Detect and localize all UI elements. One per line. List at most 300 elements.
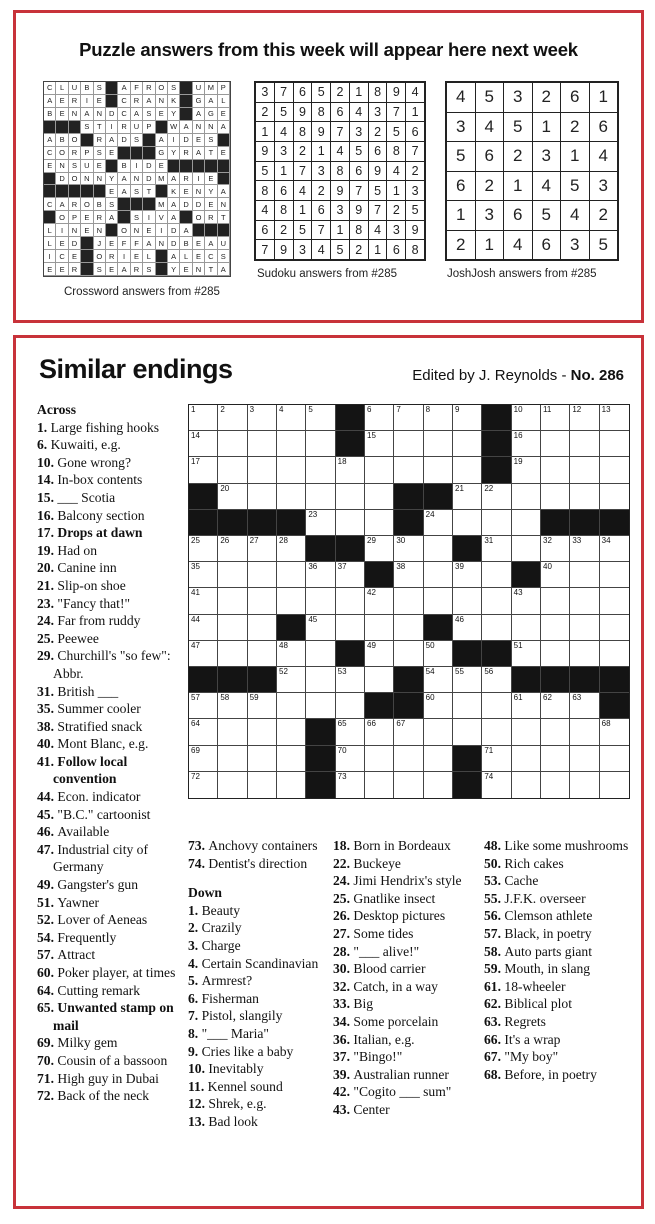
grid-cell[interactable]	[482, 588, 511, 614]
clue-number: 15.	[37, 489, 58, 505]
grid-cell[interactable]	[570, 431, 599, 457]
grid-cell[interactable]	[570, 536, 599, 562]
answer-cell: A	[168, 198, 180, 211]
clue-number: 67	[396, 719, 406, 729]
grid-cell[interactable]	[453, 615, 482, 641]
grid-cell[interactable]	[453, 405, 482, 431]
clue	[37, 630, 187, 648]
answer-cell: D	[118, 134, 130, 147]
clue	[37, 929, 187, 947]
answer-cell	[118, 198, 130, 211]
clue-number: 10.	[37, 454, 58, 470]
answer-cell: A	[193, 147, 205, 160]
grid-cell[interactable]	[600, 772, 629, 798]
clue-number: 38	[396, 562, 406, 572]
grid-cell[interactable]	[394, 588, 423, 614]
clue-text: "___ alive!"	[353, 943, 420, 959]
grid-cell[interactable]	[482, 562, 511, 588]
grid-cell[interactable]	[336, 457, 365, 483]
grid-cell[interactable]	[482, 772, 511, 798]
grid-cell[interactable]	[482, 484, 511, 510]
grid-cell[interactable]	[453, 719, 482, 745]
answer-cell: 1	[590, 83, 618, 112]
grid-cell[interactable]	[570, 562, 599, 588]
clue-number: 71.	[37, 1070, 58, 1086]
clue-number: 61	[513, 693, 523, 703]
grid-cell[interactable]	[365, 484, 394, 510]
grid-cell[interactable]	[512, 693, 541, 719]
grid-cell[interactable]	[600, 457, 629, 483]
grid-cell[interactable]	[306, 431, 335, 457]
answer-cell: 9	[294, 103, 312, 122]
grid-cell[interactable]	[424, 641, 453, 667]
grid-cell[interactable]	[189, 431, 218, 457]
grid-cell[interactable]	[453, 667, 482, 693]
grid-cell[interactable]	[336, 510, 365, 536]
grid-cell[interactable]	[394, 431, 423, 457]
grid-cell[interactable]	[541, 693, 570, 719]
grid-cell[interactable]	[277, 405, 306, 431]
grid-cell[interactable]	[189, 562, 218, 588]
grid-cell[interactable]	[365, 588, 394, 614]
answer-cell: 3	[294, 240, 312, 259]
clue-text: Like some mushrooms	[504, 838, 629, 853]
answer-cell: 9	[275, 240, 293, 259]
answer-cell: U	[193, 82, 205, 95]
grid-cell[interactable]	[512, 641, 541, 667]
answer-cell: 1	[331, 221, 349, 240]
clue-number: 10.	[188, 1061, 209, 1077]
grid-cell[interactable]	[394, 746, 423, 772]
grid-cell[interactable]	[424, 719, 453, 745]
grid-cell[interactable]	[365, 431, 394, 457]
grid-cell[interactable]	[394, 457, 423, 483]
black-square	[600, 510, 629, 536]
answer-cell: Y	[168, 263, 180, 276]
grid-cell[interactable]	[306, 588, 335, 614]
answer-cell: 5	[533, 201, 561, 230]
grid-cell[interactable]	[248, 719, 277, 745]
clue-number: 18	[337, 457, 347, 467]
grid-cell[interactable]	[365, 719, 394, 745]
answer-cell: R	[118, 121, 130, 134]
answer-cell: E	[218, 108, 230, 121]
crossword-caption: Crossword answers from #285	[64, 286, 220, 298]
answer-cell: S	[106, 198, 118, 211]
grid-cell[interactable]	[365, 457, 394, 483]
clue	[37, 999, 187, 1034]
grid-cell[interactable]	[306, 484, 335, 510]
grid-cell[interactable]	[189, 405, 218, 431]
clue	[37, 1070, 187, 1088]
grid-cell[interactable]	[482, 667, 511, 693]
grid-cell[interactable]	[482, 719, 511, 745]
answer-cell: N	[56, 160, 68, 173]
grid-cell[interactable]	[218, 746, 247, 772]
grid-cell[interactable]	[424, 746, 453, 772]
grid-cell[interactable]	[365, 405, 394, 431]
grid-cell[interactable]	[453, 457, 482, 483]
clue	[37, 911, 187, 929]
black-square	[570, 667, 599, 693]
clue	[333, 855, 483, 873]
grid-cell[interactable]	[512, 484, 541, 510]
answer-cell: T	[94, 121, 106, 134]
answer-cell: 8	[369, 83, 387, 102]
grid-cell[interactable]	[306, 667, 335, 693]
clue-number: 5	[308, 405, 313, 414]
grid-cell[interactable]	[541, 615, 570, 641]
grid-cell[interactable]	[512, 615, 541, 641]
answer-cell: T	[143, 185, 155, 198]
grid-cell[interactable]	[189, 588, 218, 614]
clue	[37, 982, 187, 1000]
grid-cell[interactable]	[570, 588, 599, 614]
grid-cell[interactable]	[248, 484, 277, 510]
grid-cell[interactable]	[189, 746, 218, 772]
grid-cell[interactable]	[424, 457, 453, 483]
grid-cell[interactable]	[512, 746, 541, 772]
grid-cell[interactable]	[277, 667, 306, 693]
answer-cell: 1	[256, 122, 274, 141]
grid-cell[interactable]	[541, 588, 570, 614]
grid-cell[interactable]	[394, 562, 423, 588]
grid-cell[interactable]	[277, 431, 306, 457]
grid-cell[interactable]	[365, 641, 394, 667]
grid-cell[interactable]	[394, 405, 423, 431]
grid-cell[interactable]	[248, 536, 277, 562]
grid-cell[interactable]	[394, 772, 423, 798]
grid-cell[interactable]	[336, 719, 365, 745]
grid-cell[interactable]	[248, 693, 277, 719]
clue-column-4	[484, 837, 634, 1083]
clue-number: 62.	[484, 996, 505, 1012]
clue-number: 12.	[188, 1096, 209, 1112]
clue-number: 69.	[37, 1035, 58, 1051]
answer-cell: C	[205, 250, 217, 263]
answer-cell: S	[131, 185, 143, 198]
grid-cell[interactable]	[482, 615, 511, 641]
answer-cell: S	[205, 134, 217, 147]
grid-cell[interactable]	[218, 484, 247, 510]
black-square	[482, 431, 511, 457]
answer-cell: 6	[387, 240, 405, 259]
grid-cell[interactable]	[424, 405, 453, 431]
clue-number: 9.	[188, 1043, 202, 1059]
grid-cell[interactable]	[277, 641, 306, 667]
clue	[484, 1013, 634, 1031]
answer-cell: U	[218, 237, 230, 250]
grid-cell[interactable]	[248, 772, 277, 798]
grid-cell[interactable]	[424, 693, 453, 719]
answer-cell: 3	[561, 231, 589, 260]
grid-cell[interactable]	[424, 772, 453, 798]
grid-cell[interactable]	[277, 693, 306, 719]
clue-text: Peewee	[57, 630, 99, 646]
clue-text: Italian, e.g.	[353, 1031, 415, 1047]
grid-cell[interactable]	[453, 562, 482, 588]
answer-cell	[205, 224, 217, 237]
answer-cell: 7	[350, 181, 368, 200]
grid-cell[interactable]	[453, 510, 482, 536]
grid-cell[interactable]	[541, 431, 570, 457]
clue-number: 2	[220, 405, 225, 414]
clue-text: Mouth, in slang	[504, 961, 591, 977]
grid-cell[interactable]	[600, 562, 629, 588]
clue-number: 31	[484, 536, 494, 545]
clue-text: Clemson athlete	[504, 908, 593, 924]
grid-cell[interactable]	[424, 536, 453, 562]
clue-text: Kuwaiti, e.g.	[50, 437, 121, 453]
grid-cell[interactable]	[570, 405, 599, 431]
grid-cell[interactable]	[541, 405, 570, 431]
grid-cell[interactable]	[306, 457, 335, 483]
grid-cell[interactable]	[600, 588, 629, 614]
grid-cell[interactable]	[336, 484, 365, 510]
grid-cell[interactable]	[570, 693, 599, 719]
grid-cell[interactable]	[248, 405, 277, 431]
grid-cell[interactable]	[512, 719, 541, 745]
answer-cell	[180, 95, 192, 108]
grid-cell[interactable]	[277, 746, 306, 772]
clue-number: 33.	[333, 996, 354, 1012]
grid-cell[interactable]	[600, 719, 629, 745]
grid-cell[interactable]	[365, 615, 394, 641]
clue-text: Rich cakes	[504, 855, 564, 871]
grid-cell[interactable]	[189, 693, 218, 719]
grid-cell[interactable]	[189, 641, 218, 667]
clue-number: 49	[367, 640, 376, 650]
answer-cell: 5	[406, 201, 424, 220]
grid-cell[interactable]	[277, 772, 306, 798]
grid-cell[interactable]	[218, 536, 247, 562]
grid-cell[interactable]	[570, 484, 599, 510]
grid-cell[interactable]	[541, 457, 570, 483]
grid-cell[interactable]	[248, 641, 277, 667]
clue-number: 53	[337, 667, 347, 676]
clue-number: 20	[220, 483, 230, 493]
grid-cell[interactable]	[336, 693, 365, 719]
answer-cell: C	[44, 82, 56, 95]
clue-number: 16.	[37, 507, 58, 523]
grid-cell[interactable]	[541, 746, 570, 772]
clue-number: 1	[191, 405, 196, 414]
grid-cell[interactable]	[541, 772, 570, 798]
grid-cell[interactable]	[336, 588, 365, 614]
grid-cell[interactable]	[365, 667, 394, 693]
grid-cell[interactable]	[570, 457, 599, 483]
grid-cell[interactable]	[365, 746, 394, 772]
grid-cell[interactable]	[600, 431, 629, 457]
answer-cell: G	[193, 95, 205, 108]
answer-cell: 8	[294, 122, 312, 141]
grid-cell[interactable]	[306, 510, 335, 536]
grid-cell[interactable]	[600, 405, 629, 431]
grid-cell[interactable]	[453, 484, 482, 510]
grid-cell[interactable]	[424, 510, 453, 536]
grid-cell[interactable]	[189, 615, 218, 641]
grid-cell[interactable]	[482, 746, 511, 772]
grid-cell[interactable]	[570, 615, 599, 641]
answer-cell: 4	[533, 172, 561, 201]
grid-cell[interactable]	[600, 615, 629, 641]
grid-cell[interactable]	[277, 719, 306, 745]
grid-cell[interactable]	[424, 667, 453, 693]
answer-cell: B	[180, 237, 192, 250]
black-square	[394, 484, 423, 510]
grid-cell[interactable]	[394, 615, 423, 641]
grid-cell[interactable]	[570, 772, 599, 798]
grid-cell[interactable]	[218, 615, 247, 641]
grid-cell[interactable]	[218, 588, 247, 614]
grid-cell[interactable]	[453, 431, 482, 457]
grid-cell[interactable]	[482, 536, 511, 562]
grid-cell[interactable]	[189, 772, 218, 798]
grid-cell[interactable]	[394, 536, 423, 562]
grid-cell[interactable]	[512, 510, 541, 536]
grid-cell[interactable]	[248, 431, 277, 457]
grid-cell[interactable]	[512, 588, 541, 614]
grid-cell[interactable]	[424, 562, 453, 588]
clue-number: 54.	[37, 929, 58, 945]
grid-cell[interactable]	[248, 746, 277, 772]
grid-cell[interactable]	[512, 536, 541, 562]
grid-cell[interactable]	[394, 719, 423, 745]
grid-cell[interactable]	[570, 746, 599, 772]
answer-cell: 6	[256, 221, 274, 240]
grid-cell[interactable]	[218, 772, 247, 798]
answer-cell: 2	[312, 181, 330, 200]
grid-cell[interactable]	[336, 667, 365, 693]
puzzle-panel	[13, 335, 644, 1209]
grid-cell[interactable]	[306, 641, 335, 667]
clue	[188, 990, 332, 1008]
grid-cell[interactable]	[277, 457, 306, 483]
grid-cell[interactable]	[453, 693, 482, 719]
grid-cell[interactable]	[189, 457, 218, 483]
grid-cell[interactable]	[306, 405, 335, 431]
grid-cell[interactable]	[424, 588, 453, 614]
grid-cell[interactable]	[600, 536, 629, 562]
grid-cell[interactable]	[218, 562, 247, 588]
answer-cell: I	[44, 250, 56, 263]
grid-cell[interactable]	[365, 510, 394, 536]
answer-cell: S	[69, 160, 81, 173]
grid-cell[interactable]	[336, 746, 365, 772]
grid-cell[interactable]	[570, 641, 599, 667]
grid-cell[interactable]	[541, 536, 570, 562]
answer-cell: 1	[350, 83, 368, 102]
grid-cell[interactable]	[512, 405, 541, 431]
clue	[484, 960, 634, 978]
clue-number: 23.	[37, 595, 58, 611]
grid-cell[interactable]	[394, 641, 423, 667]
grid-cell[interactable]	[600, 484, 629, 510]
grid-cell[interactable]	[248, 588, 277, 614]
grid-cell[interactable]	[336, 562, 365, 588]
grid-cell[interactable]	[512, 431, 541, 457]
grid-cell[interactable]	[541, 641, 570, 667]
grid-cell[interactable]	[336, 615, 365, 641]
answer-cell: 3	[590, 172, 618, 201]
answer-cell: R	[69, 198, 81, 211]
grid-cell[interactable]	[482, 693, 511, 719]
grid-cell[interactable]	[482, 510, 511, 536]
grid-cell[interactable]	[336, 772, 365, 798]
grid-cell[interactable]	[541, 562, 570, 588]
grid-cell[interactable]	[541, 484, 570, 510]
black-square	[394, 693, 423, 719]
grid-cell[interactable]	[541, 719, 570, 745]
grid-cell[interactable]	[277, 562, 306, 588]
grid-cell[interactable]	[277, 536, 306, 562]
grid-cell[interactable]	[306, 562, 335, 588]
answer-cell: A	[205, 95, 217, 108]
clue-text: Desktop pictures	[353, 908, 446, 924]
clue-text: Certain Scandinavian	[201, 955, 319, 971]
answer-cell: B	[44, 108, 56, 121]
grid-cell[interactable]	[365, 772, 394, 798]
grid-cell[interactable]	[453, 588, 482, 614]
grid-cell[interactable]	[218, 719, 247, 745]
grid-cell[interactable]	[218, 693, 247, 719]
grid-cell[interactable]	[512, 457, 541, 483]
clue-text: Born in Bordeaux	[353, 838, 451, 853]
clue-number: 38.	[37, 718, 58, 734]
grid-cell[interactable]	[277, 484, 306, 510]
clue	[333, 1031, 483, 1049]
clue-number: 23	[308, 509, 318, 519]
grid-cell[interactable]	[570, 719, 599, 745]
grid-cell[interactable]	[306, 693, 335, 719]
clue-number: 20.	[37, 560, 58, 576]
grid-cell[interactable]	[218, 431, 247, 457]
clue-text: Catch, in a way	[353, 978, 438, 994]
grid-cell[interactable]	[248, 615, 277, 641]
clue-heading: Across	[37, 402, 77, 417]
grid-cell[interactable]	[189, 719, 218, 745]
grid-cell[interactable]	[365, 536, 394, 562]
clue-text: Balcony section	[57, 507, 145, 523]
answer-cell: 2	[331, 83, 349, 102]
grid-cell[interactable]	[218, 405, 247, 431]
grid-cell[interactable]	[512, 772, 541, 798]
clue-number: 34.	[333, 1013, 354, 1029]
clue-number: 22	[484, 483, 494, 493]
grid-cell[interactable]	[600, 746, 629, 772]
answer-cell	[94, 185, 106, 198]
grid-cell[interactable]	[277, 588, 306, 614]
clue-text: Some porcelain	[353, 1013, 439, 1029]
grid-cell[interactable]	[218, 641, 247, 667]
grid-cell[interactable]	[218, 457, 247, 483]
grid-cell[interactable]	[189, 536, 218, 562]
grid-cell[interactable]	[424, 431, 453, 457]
clue	[37, 753, 187, 788]
clue-number: 17	[191, 457, 200, 467]
answer-cell: N	[218, 198, 230, 211]
grid-cell[interactable]	[248, 562, 277, 588]
answer-cell: S	[94, 263, 106, 276]
black-square	[570, 510, 599, 536]
answer-cell: 4	[387, 162, 405, 181]
answer-cell: N	[94, 108, 106, 121]
grid-cell[interactable]	[248, 457, 277, 483]
grid-cell[interactable]	[306, 615, 335, 641]
clue-text: 18-wheeler	[504, 978, 566, 994]
grid-cell[interactable]	[600, 641, 629, 667]
clue-number: 16	[513, 431, 523, 441]
